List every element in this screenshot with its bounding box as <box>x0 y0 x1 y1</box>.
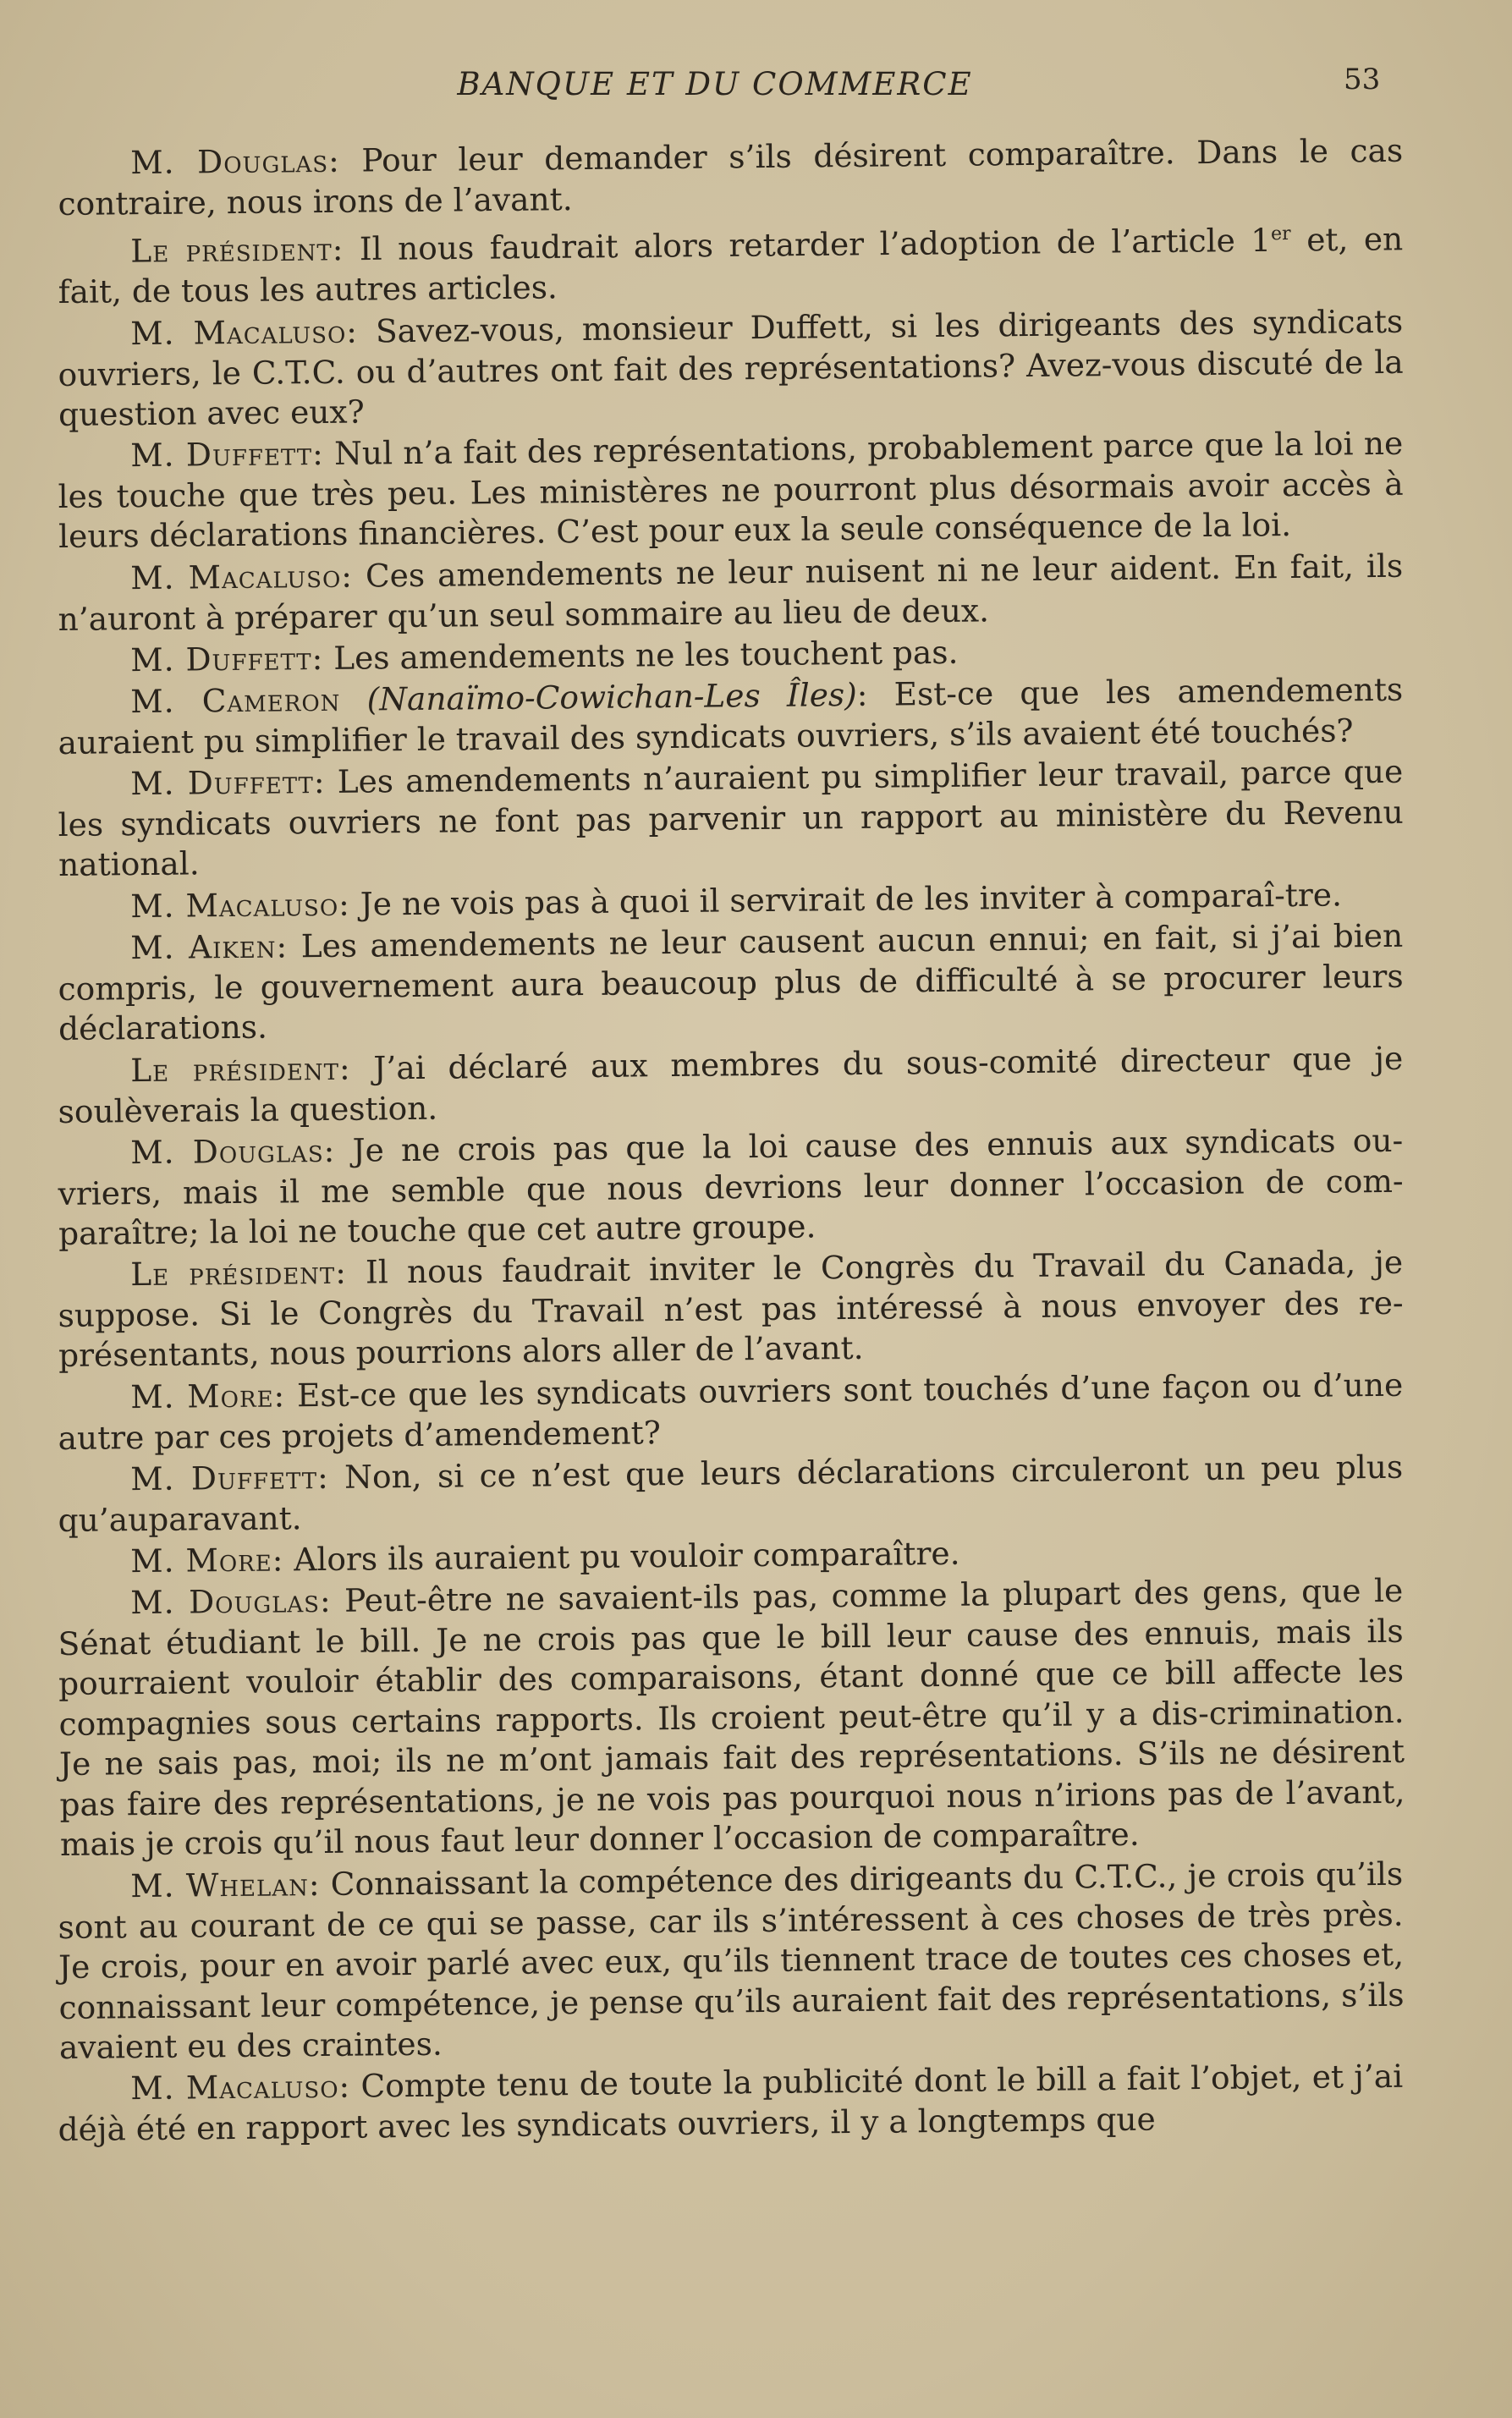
paragraph <box>58 546 1404 639</box>
speaker-name: M. More: <box>130 1540 284 1580</box>
paragraph-text: Il nous faudrait alors retarder l’adoption de l’article 1 <box>359 221 1272 268</box>
transcript-body <box>58 131 1405 2150</box>
paragraph-text: Les amendements ne leur causent aucun ennui; en fait, si j’ai bien compris, le gouvernement aura beaucoup plus de difficulté à se procurer leurs déclarations. <box>58 916 1404 1047</box>
paragraph <box>58 131 1404 224</box>
paragraph-text: : Est-ce que les amendements auraient pu simplifier le travail des syndicats ouvriers, s’ils avaient été touchés? <box>58 670 1404 761</box>
speaker-name: M. Macaluso: <box>130 557 354 596</box>
paragraph-text: Connaissant la compétence des dirigeants du C.T.C., je crois qu’ils sont au courant de ce qui se passe, car ils s’intéressent à ces choses de très près. Je crois, pour en avoir parlé avec eux, qu’ils tiennent trace de toutes ces choses et, connaissant leur compétence, je pense qu’ils auraient fait des représentations, s’ils avaient eu des craintes. <box>58 1855 1405 2066</box>
speaker-name: Le président: <box>130 1049 351 1089</box>
speaker-name: M. Douglas: <box>130 141 340 182</box>
paragraph <box>58 424 1404 558</box>
running-header: BANQUE ET DU COMMERCE <box>457 66 973 102</box>
speaker-name: M. Duffett: <box>130 639 324 679</box>
speaker-name: M. Aiken: <box>130 927 289 967</box>
paragraph-text: J’ai déclaré aux membres du sous-comité directeur que je soulèverais la question. <box>58 1039 1404 1129</box>
speaker-name: Le président: <box>130 230 344 270</box>
paragraph <box>58 301 1404 435</box>
speaker-name: M. Whelan: <box>130 1865 321 1904</box>
paragraph-text: Nul n’a fait des représentations, probablement parce que la loi ne les touche que très peu. Les ministères ne pourront plus désormais avoir accès à leurs déclarations financières. C’est pour eux la seule conséquence de la loi. <box>58 424 1404 555</box>
speaker-name: M. Duffett: <box>130 434 324 475</box>
speaker-name: M. Cameron <box>130 680 341 721</box>
paragraph-text: Alors ils auraient pu vouloir comparaître. <box>294 1534 960 1578</box>
paragraph-text: Non, si ce n’est que leurs déclarations circuleront un peu plus qu’auparavant. <box>58 1448 1404 1538</box>
paragraph <box>58 1447 1404 1540</box>
paragraph <box>58 1854 1405 2068</box>
page-number: 53 <box>1344 63 1381 96</box>
paragraph <box>58 213 1404 313</box>
speaker-name: Le président: <box>130 1253 348 1294</box>
paragraph-text: Savez-vous, monsieur Duffett, si les dirigeants des syndicats ouvriers, le C.T.C. ou d’autres ont fait des représentations? Avez-vous discuté de la question avec eux? <box>58 302 1404 433</box>
paragraph <box>58 670 1404 763</box>
paragraph-text: Est-ce que les syndicats ouvriers sont touchés d’une façon ou d’une autre par ces projets d’amendement? <box>58 1366 1404 1456</box>
speaker-name: M. Macaluso: <box>130 885 351 925</box>
paragraph-text: Je ne vois pas à quoi il servirait de les inviter à comparaî-tre. <box>360 875 1343 923</box>
paragraph <box>58 2057 1404 2150</box>
paragraph <box>58 916 1404 1050</box>
paragraph-text: Les amendements ne les touchent pas. <box>333 633 959 677</box>
riding-name: (Nanaïmo-Cowichan-Les Îles) <box>366 675 857 718</box>
superscript: er <box>1270 223 1291 245</box>
paragraph <box>58 1243 1404 1377</box>
speaker-name: M. Douglas: <box>130 1131 336 1171</box>
speaker-name: M. More: <box>130 1376 286 1415</box>
paragraph-text: Ces amendements ne leur nuisent ni ne leur aident. En fait, ils n’auront à préparer qu’un seul sommaire au lieu de deux. <box>58 547 1404 637</box>
paragraph-text: Les amendements n’auraient pu simplifier leur travail, parce que les syndicats ouvriers ne font pas parvenir un rapport au ministère du Revenu national. <box>58 752 1404 883</box>
paragraph-text: Peut-être ne savaient-ils pas, comme la plupart des gens, que le Sénat étudiant le bill. Je ne crois pas que le bill leur cause des ennuis, mais ils pourraient vouloir établir des comparaisons, étant donné que ce bill affecte les compagnies sous certains rapports. Ils croient peut-être qu’il y a dis-crimination. Je ne sais pas, moi; ils ne m’ont jamais fait des représentations. S’ils ne désirent pas faire des représentations, je ne vois pas pourquoi nous n’irions pas de l’avant, mais je crois qu’il nous faut leur donner l’occasion de comparaître. <box>58 1571 1405 1863</box>
speaker-name: M. Duffett: <box>130 1458 329 1498</box>
speaker-name: M. Macaluso: <box>130 2067 351 2108</box>
paragraph-text: et, en fait, de tous les autres articles. <box>58 220 1404 310</box>
paragraph <box>58 1571 1405 1866</box>
paragraph-text: Pour leur demander s’ils désirent comparaître. Dans le cas contraire, nous irons de l’avant. <box>58 131 1404 223</box>
speaker-name: M. Macaluso: <box>130 312 359 352</box>
speaker-name: M. Duffett: <box>130 762 326 803</box>
paragraph <box>58 1038 1404 1131</box>
paragraph-text: Compte tenu de toute la publicité dont le bill a fait l’objet, et j’ai déjà été en rapport avec les syndicats ouvriers, il y a longtemps que <box>58 2057 1404 2148</box>
speaker-name: M. Douglas: <box>130 1581 332 1622</box>
paragraph-text: Je ne crois pas que la loi cause des ennuis aux syndicats ou-vriers, mais il me semble que nous devrions leur donner l’occasion de com-paraître; la loi ne touche que cet autre groupe. <box>58 1121 1404 1252</box>
paragraph <box>58 752 1404 886</box>
paragraph <box>58 1365 1404 1458</box>
paragraph <box>58 1120 1404 1254</box>
paragraph-text: Il nous faudrait inviter le Congrès du Travail du Canada, je suppose. Si le Congrès du Travail n’est pas intéressé à nous envoyer des re-présentants, nous pourrions alors aller de l’avant. <box>58 1243 1404 1374</box>
